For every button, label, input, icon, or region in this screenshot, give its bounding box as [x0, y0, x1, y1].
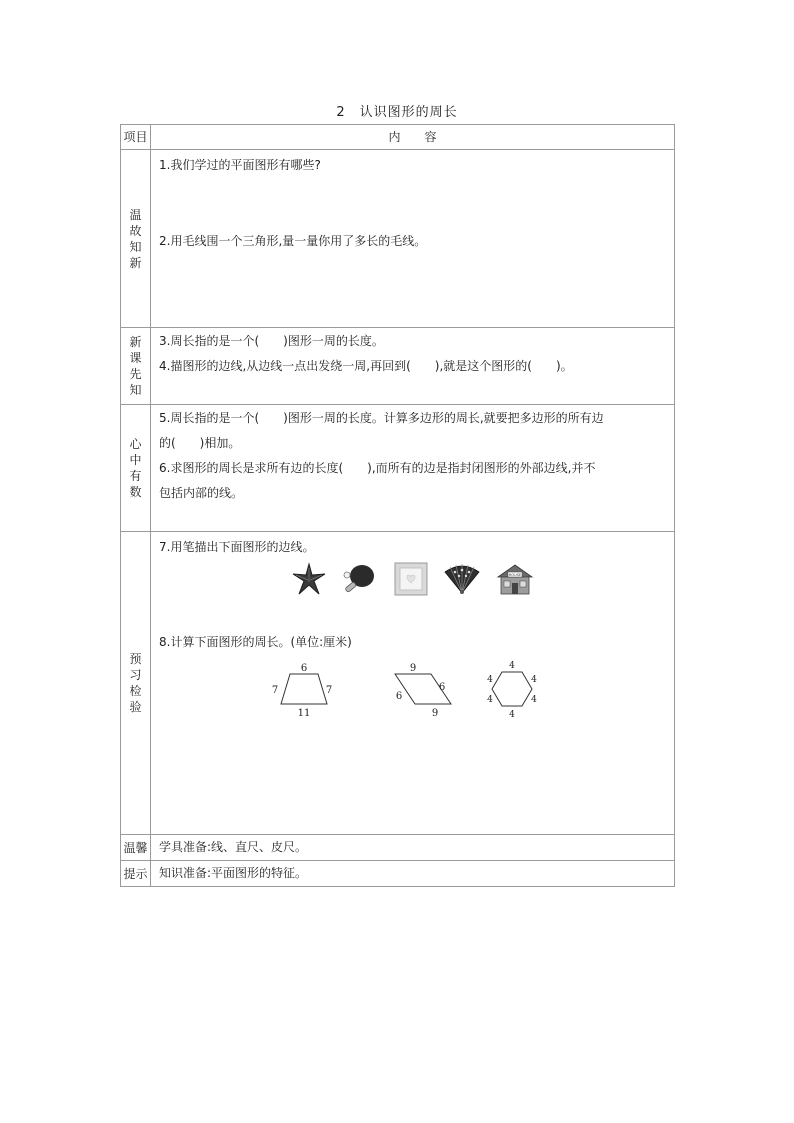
question-4: 4.描图形的边线,从边线一点出发绕一周,再回到( ),就是这个图形的( )。: [159, 359, 573, 373]
parallelogram-top-label: 9: [409, 663, 417, 674]
tips-row-2: [121, 861, 675, 887]
practice-label-cell: [121, 532, 151, 835]
review-row: [121, 150, 675, 328]
practice-label: 预习检验: [129, 652, 142, 714]
perimeter-figures: [271, 660, 571, 730]
question-6-line-2: 包括内部的线。: [159, 486, 244, 500]
tips-row-1: [121, 835, 675, 861]
parallelogram-figure: [395, 663, 451, 719]
review-content-cell: [151, 150, 675, 328]
trapezoid-top-label: 6: [300, 663, 308, 674]
preview-content-cell: [151, 328, 675, 405]
header-row: [121, 125, 675, 150]
hexagon-side-label: 4: [487, 675, 493, 685]
mind-content-cell: [151, 405, 675, 532]
hexagon-side-label: 4: [487, 695, 493, 705]
picture-frame-icon: [394, 562, 428, 596]
preview-row: [121, 328, 675, 405]
tips-label-top: 温馨: [123, 841, 148, 855]
practice-row: [121, 532, 675, 835]
tips-line-2: 知识准备:平面图形的特征。: [151, 861, 675, 887]
mind-label: 心中有数: [129, 437, 142, 499]
hexagon-figure: [487, 661, 537, 720]
review-label-cell: [121, 150, 151, 328]
starfish-icon: [291, 562, 327, 596]
question-5-line-1: 5.周长指的是一个( )图形一周的长度。计算多边形的周长,就要把多边形的所有边: [159, 411, 604, 425]
parallelogram-bottom-label: 9: [431, 708, 439, 719]
header-content-cell: [151, 125, 675, 150]
tips-label-bottom-cell: [121, 861, 151, 887]
trapezoid-left-label: 7: [271, 685, 279, 696]
parallelogram-left-label: 6: [395, 691, 403, 702]
parallelogram-right-label: 6: [438, 682, 446, 693]
hexagon-side-label: 4: [509, 661, 515, 671]
mind-row: [121, 405, 675, 532]
hexagon-side-label: 4: [509, 710, 515, 720]
page-title: 2 认识图形的周长: [336, 105, 458, 120]
question-1: 1.我们学过的平面图形有哪些?: [159, 158, 321, 172]
house-sign-text: HOUSE: [508, 573, 522, 577]
question-3: 3.周长指的是一个( )图形一周的长度。: [159, 334, 384, 348]
preview-label-cell: [121, 328, 151, 405]
trace-icons: [291, 562, 551, 598]
tips-line-1: 学具准备:线、直尺、皮尺。: [151, 835, 675, 861]
question-7: 7.用笔描出下面图形的边线。: [159, 540, 315, 554]
house-icon: [496, 562, 534, 596]
folding-fan-icon: [443, 562, 481, 596]
mind-label-cell: [121, 405, 151, 532]
lesson-table: [120, 124, 675, 887]
header-content-label: 内 容: [388, 130, 437, 144]
review-label: 温故知新: [129, 207, 142, 270]
question-8: 8.计算下面图形的周长。(单位:厘米): [159, 635, 352, 649]
trapezoid-figure: [272, 663, 332, 719]
question-5-line-2: 的( )相加。: [159, 436, 241, 450]
tips-label-top-cell: [121, 835, 151, 861]
trapezoid-bottom-label: 11: [297, 708, 311, 719]
tips-label-bottom: 提示: [123, 867, 148, 881]
hexagon-side-label: 4: [531, 675, 537, 685]
header-item-label: 项目: [123, 130, 148, 144]
preview-label: 新课先知: [129, 335, 142, 397]
question-2: 2.用毛线围一个三角形,量一量你用了多长的毛线。: [159, 234, 427, 248]
hexagon-side-label: 4: [531, 695, 537, 705]
ping-pong-paddle-icon: [341, 562, 377, 596]
trapezoid-right-label: 7: [325, 685, 333, 696]
practice-content-cell: [151, 532, 675, 835]
question-6-line-1: 6.求图形的周长是求所有边的长度( ),而所有的边是指封闭图形的外部边线,并不: [159, 461, 596, 475]
header-item-cell: [121, 125, 151, 150]
